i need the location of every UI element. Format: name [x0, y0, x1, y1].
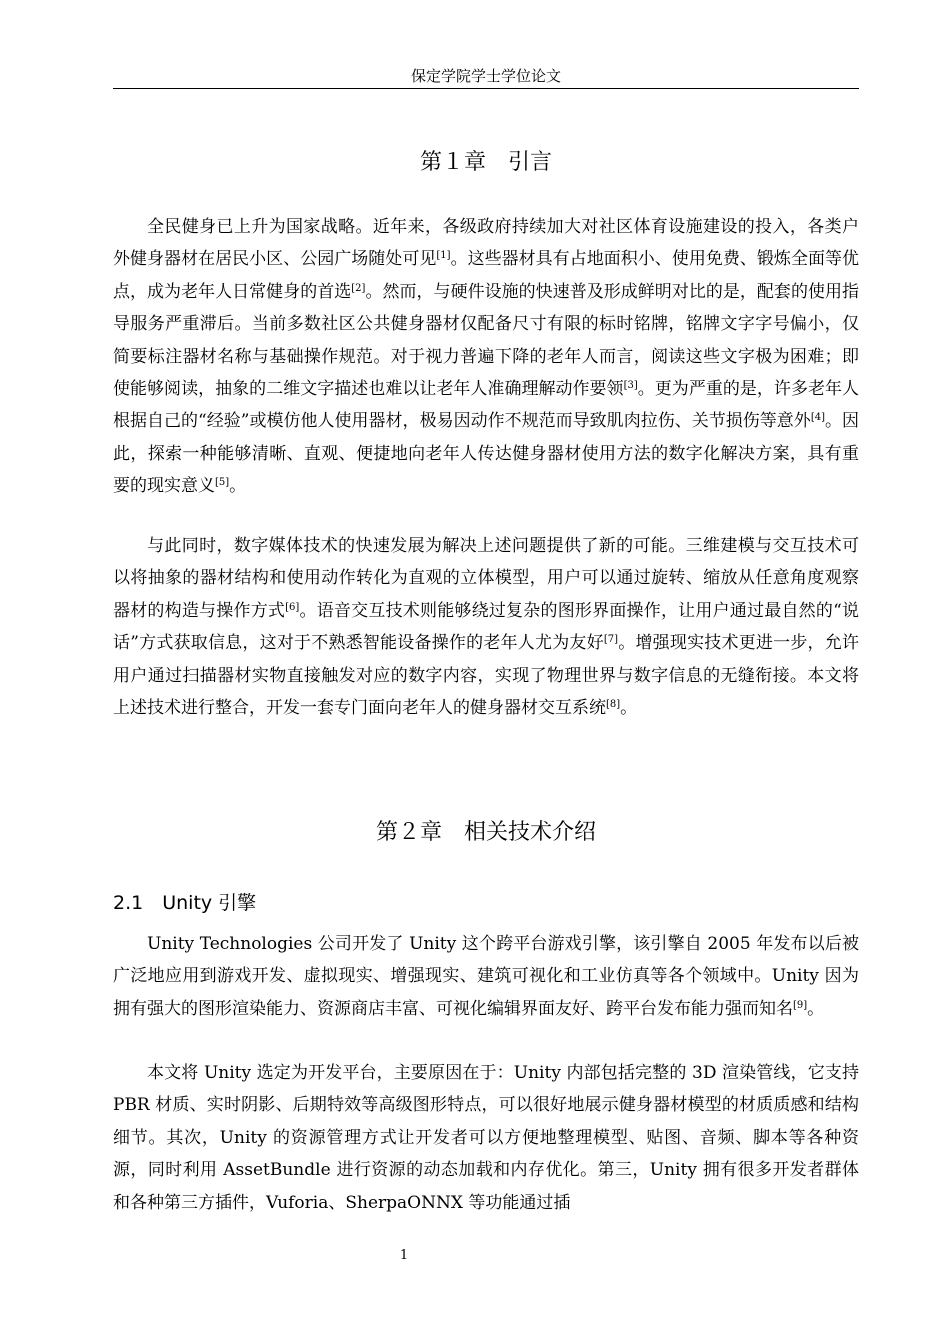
citation-5: [5]	[215, 477, 230, 489]
citation-7: [7]	[603, 634, 619, 646]
header-rule	[113, 88, 859, 89]
p2-text-4: 。	[620, 698, 638, 719]
chapter-1-title: 第１章 引言	[419, 150, 552, 175]
p3-text-2: 。	[807, 998, 825, 1019]
citation-4: [4]	[810, 412, 825, 424]
chapter-2-title: 第２章 相关技术介绍	[375, 820, 596, 845]
citation-3: [3]	[623, 380, 638, 392]
p3-text-1: Unity Technologies 公司开发了 Unity 这个跨平台游戏引擎，该引擎自 2005 年发布以后被广泛地应用到游戏开发、虚拟现实、增强现实、建筑可视化和工业仿真等各个领域中。Unity 因为拥有强大的图形渲染能力、资源商店丰富、可视化编辑界面友好、跨平台发布能力强而知名	[113, 934, 859, 1019]
page-number: 1	[399, 1248, 409, 1263]
p2-text-3: 。增强现实技术更进一步，允许用户通过扫描器材实物直接触发对应的数字内容，实现了物理世界与数字信息的无缝衔接。本文将上述技术进行整合，开发一套专门面向老年人的健身器材交互系统	[113, 633, 859, 719]
p2-text-1: 与此同时，数字媒体技术的快速发展为解决上述问题提供了新的可能。三维建模与交互技术可以将抽象的器材结构和使用动作转化为直观的立体模型，用户可以通过旋转、缩放从任意角度观察器材的构造与操作方式	[113, 536, 859, 621]
p1-text-2: 。这些器材具有占地面积小、使用免费、锻炼全面等优点，成为老年人日常健身的首选	[113, 249, 860, 302]
p1-text-6: 。	[229, 476, 247, 497]
citation-8: [8]	[606, 699, 621, 711]
p4-text-1: 本文将 Unity 选定为开发平台，主要原因在于：Unity 内部包括完整的 3D 渲染管线，它支持 PBR 材质、实时阴影、后期特效等高级图形特点，可以很好地展示健身器材模型的材质质感和结构细节。其次，Unity 的资源管理方式让开发者可以方便地整理模型、贴图、音频、脚本等各种资源，同时利用 AssetBundle 进行资源的动态加载和内存优化。第三，Unity 拥有很多开发者群体和各种第三方插件，Vuforia、SherpaONNX 等功能通过插	[113, 1063, 859, 1213]
unity-paragraph-1	[113, 928, 859, 1025]
p1-text-4: 。更为严重的是，许多老年人根据自己的“经验”或模仿他人使用器材，极易因动作不规范而导致肌肉拉伤、关节损伤等意外	[113, 379, 859, 432]
running-header: 保定学院学士学位论文	[410, 67, 561, 85]
citation-2: [2]	[351, 282, 366, 294]
p1-text-3: 。然而，与硬件设施的快速普及形成鲜明对比的是，配套的使用指导服务严重滞后。当前多数社区公共健身器材仅配备尺寸有限的标时铭牌，铭牌文字字号偏小，仅简要标注器材名称与基础操作规范。对于视力普遍下降的老年人而言，阅读这些文字极为困难；即使能够阅读，抽象的二维文字描述也难以让老年人准确理解动作要领	[113, 281, 860, 400]
section-2-1-title: 2.1 Unity 引擎	[113, 892, 257, 914]
p1-text-1: 全民健身已上升为国家战略。近年来，各级政府持续加大对社区体育设施建设的投入，各类户外健身器材在居民小区、公园广场随处可见	[113, 217, 859, 270]
citation-6: [6]	[285, 601, 300, 613]
p2-text-2: 。语音交互技术则能够绕过复杂的图形界面操作，让用户通过最自然的“说话”方式获取信息，这对于不熟悉智能设备操作的老年人尤为友好	[113, 600, 859, 654]
citation-1: [1]	[436, 250, 451, 262]
p1-text-5: 。因此，探索一种能够清晰、直观、便捷地向老年人传达健身器材使用方法的数字化解决方案，具有重要的现实意义	[113, 411, 860, 497]
intro-paragraph-2	[113, 530, 859, 724]
unity-paragraph-2	[113, 1057, 859, 1219]
citation-9: [9]	[793, 999, 808, 1011]
intro-paragraph-1	[113, 211, 859, 503]
